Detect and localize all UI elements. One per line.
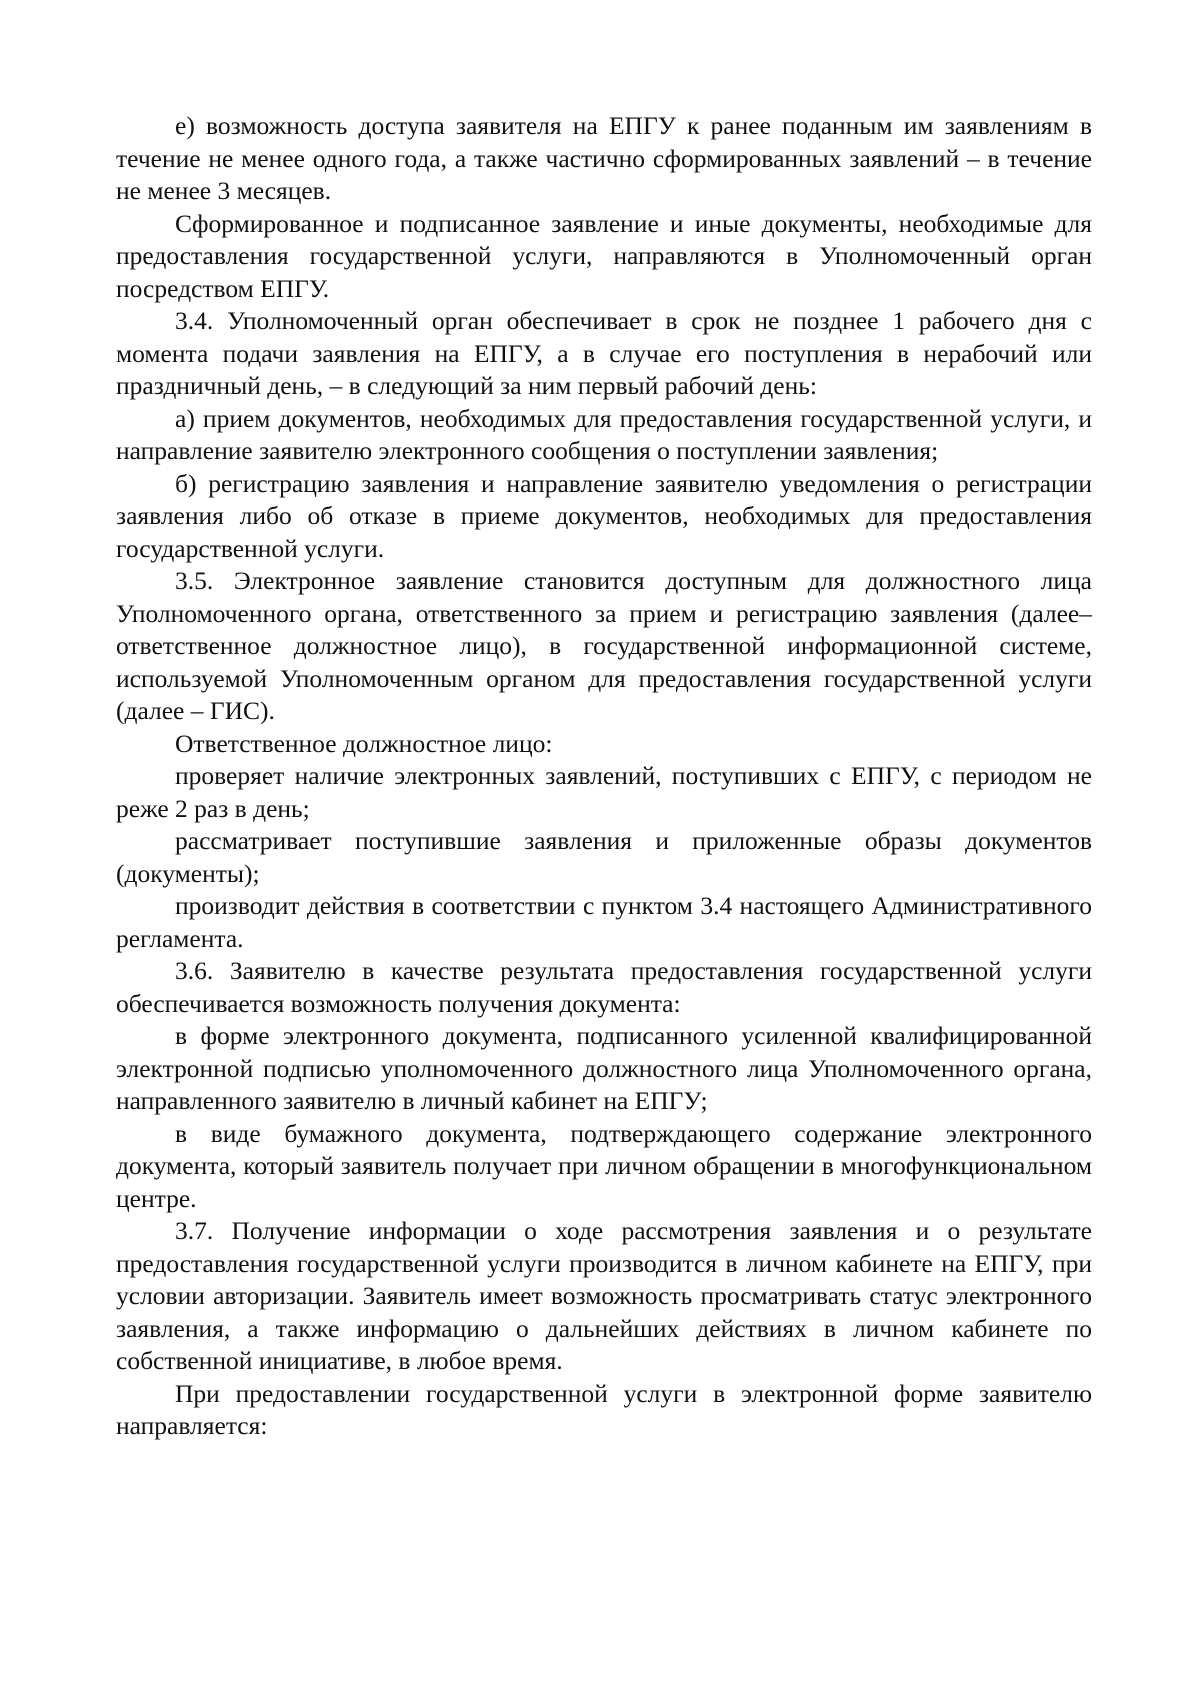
paragraph-electronic-document: в форме электронного документа, подписанного усиленной квалифицированной электронной подписью уполномоченного должностного лица Уполномоченного органа, направленного заявителю в личный кабинет на ЕПГУ; [116,1021,1092,1115]
paragraph-3-5: 3.5. Электронное заявление становится доступным для должностного лица Уполномоченного органа, ответственного за прием и регистрацию заявления (далее– ответственное должностное лицо), в государственной информационной системе, используемой Уполномоченным органом для предоставления государственной услуги (далее – ГИС). [116,566,1092,725]
paragraph-responsible-official: Ответственное должностное лицо: [175,728,553,758]
paragraph-item-b-registration: б) регистрацию заявления и направление заявителю уведомления о регистрации заявления либо об отказе в приеме документов, необходимых для предоставления государственной услуги. [116,468,1092,563]
paragraph-paper-document: в виде бумажного документа, подтверждающего содержание электронного документа, который заявитель получает при личном обращении в многофункциональном центре. [116,1118,1092,1213]
document-page [116,110,1092,1443]
paragraph-item-e-access: е) возможность доступа заявителя на ЕПГУ к ранее поданным им заявлениям в течение не менее одного года, а также частично сформированных заявлений – в течение не менее 3 месяцев. [116,111,1092,205]
paragraph-performs-actions: производит действия в соответствии с пунктом 3.4 настоящего Административного регламента. [116,891,1092,953]
paragraph-item-a-reception: а) прием документов, необходимых для предоставления государственной услуги, и направление заявителю электронного сообщения о поступлении заявления; [116,403,1092,465]
paragraph-3-7: 3.7. Получение информации о ходе рассмотрения заявления и о результате предоставления государственной услуги производится в личном кабинете на ЕПГУ, при условии авторизации. Заявитель имеет возможность просматривать статус электронного заявления, а также информацию о дальнейших действиях в личном кабинете по собственной инициативе, в любое время. [116,1216,1092,1375]
paragraph-submitted-application: Сформированное и подписанное заявление и иные документы, необходимые для предоставления государственной услуги, направляются в Уполномоченный орган посредством ЕПГУ. [116,208,1092,303]
paragraph-checks-applications: проверяет наличие электронных заявлений, поступивших с ЕПГУ, с периодом не реже 2 раз в день; [116,761,1092,823]
paragraph-3-6: 3.6. Заявителю в качестве результата предоставления государственной услуги обеспечивается возможность получения документа: [116,956,1092,1018]
paragraph-3-4: 3.4. Уполномоченный орган обеспечивает в срок не позднее 1 рабочего дня с момента подачи заявления на ЕПГУ, а в случае его поступления в нерабочий или праздничный день, – в следующий за ним первый рабочий день: [116,306,1092,400]
paragraph-electronic-form-notice: При предоставлении государственной услуги в электронной форме заявителю направляется: [116,1378,1092,1440]
paragraph-reviews-applications: рассматривает поступившие заявления и приложенные образы документов (документы); [116,826,1092,888]
